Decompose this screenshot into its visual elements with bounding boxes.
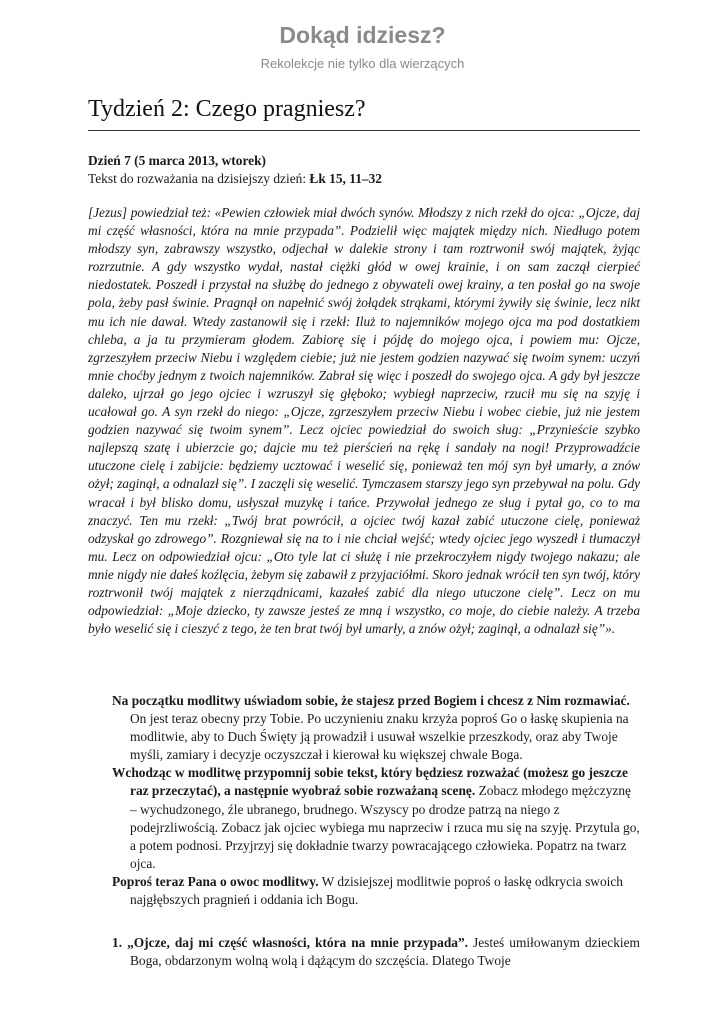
meditation-points (112, 934, 640, 970)
site-title: Dokąd idziesz? (279, 22, 446, 48)
site-subtitle: Rekolekcje nie tylko dla wierzących (260, 56, 465, 71)
point-bold: „Ojcze, daj mi część własności, która na mnie przypada”. (127, 935, 469, 950)
instruction-item (112, 873, 640, 909)
instruction-text: W dzisiejszej modlitwie poproś o łaskę odkrycia swoich najgłębszych pragnień i oddania ich Bogu. (130, 873, 624, 908)
prayer-instructions (112, 692, 640, 909)
day-header (88, 152, 640, 188)
title-rule (88, 130, 640, 131)
week-title: Tydzień 2: Czego pragniesz? (88, 96, 366, 122)
scripture-text: [Jezus] powiedział też: «Pewien człowiek miał dwóch synów. Młodszy z nich rzekł do ojca: „Ojcze, daj mi część własności, która na mnie przypada”. Podzielił więc majątek między nich. Niedługo potem młodszy syn, zabrawszy wszystko, odjechał w dalekie strony i tam roztrwonił swój majątek, żyjąc rozrzutnie. A gdy wszystko wydał, nastał ciężki głód w owej krainie, i on sam zaczął cierpieć niedostatek. Poszedł i przystał na służbę do jednego z obywateli owej krainy, a ten posłał go na swoje pola, żeby pasł świnie. Pragnął on napełnić swój żołądek strąkami, którymi żywiły się świnie, lecz nikt mu ich nie dawał. Wtedy zastanowił się i rzekł: Iluż to najemników mojego ojca ma pod dostatkiem chleba, a ja tu przymieram głodem. Zabiorę się i pójdę do mojego ojca, i powiem mu: Ojcze, zgrzeszyłem przeciw Niebu i względem ciebie; już nie jestem godzien nazywać się twoim synem: uczyń mnie choćby jednym z twoich najemników. Zabrał się więc i poszedł do swojego ojca. A gdy był jeszcze daleko, ujrzał go jego ojciec i wzruszył się głęboko; wybiegł naprzeciw, rzucił mu się na szyję i ucałował go. A syn rzekł do niego: „Ojcze, zgrzeszyłem przeciw Niebu i wobec ciebie, już nie jestem godzien nazywać się twoim synem”. Lecz ojciec powiedział do swoich sług: „Przynieście szybko najlepszą szatę i ubierzcie go; dajcie mu też pierścień na rękę i sandały na nogi! Przyprowadźcie utuczone cielę i zabijcie: będziemy ucztować i weselić się, ponieważ ten mój syn był umarły, a znów ożył; zaginął, a odnalazł się”. I zaczęli się weselić. Tymczasem starszy jego syn przebywał na polu. Gdy wracał i był blisko domu, usłyszał muzykę i tańce. Przywołał jednego ze sług i pytał go, co to ma znaczyć. Ten mu rzekł: „Twój brat powrócił, a ojciec twój kazał zabić utuczone cielę, ponieważ odzyskał go zdrowego”. Rozgniewał się na to i nie chciał wejść; wtedy ojciec jego wyszedł i tłumaczył mu. Lecz on odpowiedział ojcu: „Oto tyle lat ci służę i nie przekroczyłem nigdy twojego nakazu; ale mnie nigdy nie dałeś koźlęcia, żebym się zabawił z przyjaciółmi. Skoro jednak wrócił ten syn twój, który roztrwonił twój majątek z nierządnicami, kazałeś zabić dla niego utuczone cielę”. Lecz on mu odpowiedział: „Moje dziecko, ty zawsze jesteś ze mną i wszystko, co moje, do ciebie należy. A trzeba było weselić się i cieszyć z tego, że ten brat twój był umarły, a znów ożył; zaginął, a odnalazł się”». (88, 205, 640, 637)
instruction-bold: Na początku modlitwy uświadom sobie, że stajesz przed Bogiem i chcesz z Nim rozmawiać. (112, 693, 630, 708)
meditation-point (112, 934, 640, 970)
instruction-item (112, 764, 640, 873)
instruction-item (112, 692, 640, 764)
day-heading: Dzień 7 (5 marca 2013, wtorek) (88, 153, 267, 168)
instruction-text: On jest teraz obecny przy Tobie. Po uczynieniu znaku krzyża poproś Go o łaskę skupienia na modlitwie, aby to Duch Święty ją prowadził i usuwał wszelkie przeszkody, oraz aby Twoje myśli, zamiary i decyzje oczyszczał i kierował ku większej chwale Boga. (130, 711, 629, 763)
instruction-text: Zobacz młodego mężczyznę – wychudzonego, źle ubranego, brudnego. Wszyscy po drodze patrzą na niego z podejrzliwością. Zobacz jak ojciec wybiega mu naprzeciw i rzuca mu się na szyję. Przytula go, a potem podnosi. Przyjrzyj się dokładnie twarzy powracającego człowieka. Popatrz na twarz ojca. (130, 783, 640, 871)
instruction-bold: Wchodząc w modlitwę przypomnij sobie tekst, który będziesz rozważać (możesz go jeszcze raz przeczytać), a następnie wyobraź sobie rozważaną scenę. (112, 765, 628, 799)
instruction-bold: Poproś teraz Pana o owoc modlitwy. (112, 873, 319, 889)
reading-intro: Tekst do rozważania na dzisiejszy dzień: (88, 171, 310, 186)
point-number: 1. (112, 935, 123, 950)
reading-reference (88, 170, 640, 188)
reading-ref: Łk 15, 11–32 (309, 171, 382, 186)
point-text: Jesteś umiłowanym dzieckiem Boga, obdarzonym wolną wolą i dążącym do szczęścia. Dlatego Twoje (130, 935, 640, 969)
